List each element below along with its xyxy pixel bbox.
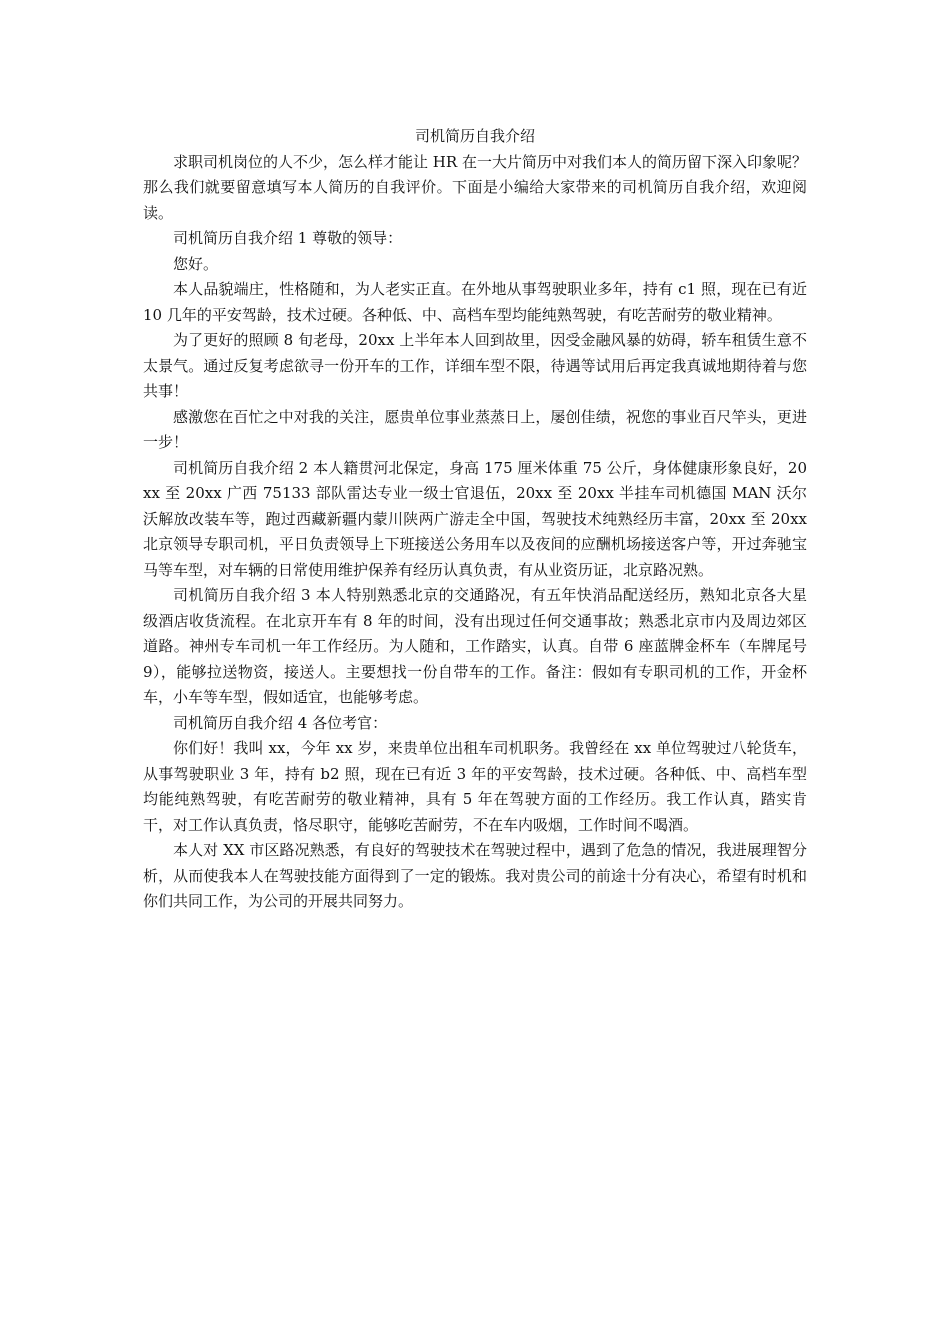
section-1-body-paragraph: 本人品貌端庄，性格随和，为人老实正直。在外地从事驾驶职业多年，持有 c1 照，现在已有近 10 几年的平安驾龄，技术过硬。各种低、中、高档车型均能纯熟驾驶，有吃苦耐劳的敬业精神。 [143,280,807,324]
section-3-paragraph: 司机简历自我介绍 3 本人特别熟悉北京的交通路况，有五年快消品配送经历，熟知北京各大星级酒店收货流程。在北京开车有 8 年的时间，没有出现过任何交通事故；熟悉北京市内及周边郊区道路。神州专车司机一年工作经历。为人随和，工作踏实，认真。自带 6 座蓝牌金杯车（车牌尾号 9），能够拉送物资，接送人。主要想找一份自带车的工作。备注：假如有专职司机的工作，开金杯车，小车等车型，假如适宜，也能够考虑。 [143,586,807,706]
section-4-closing-paragraph: 本人对 XX 市区路况熟悉，有良好的驾驶技术在驾驶过程中，遇到了危急的情况，我进展理智分析，从而使我本人在驾驶技能方面得到了一定的锻炼。我对贵公司的前途十分有决心，希望有时机和你们共同工作，为公司的开展共同努力。 [143,841,807,910]
section-4-heading: 司机简历自我介绍 4 各位考官： [173,713,388,732]
document-title: 司机简历自我介绍 [414,127,535,145]
section-1-heading: 司机简历自我介绍 1 尊敬的领导： [173,229,403,247]
section-2-paragraph: 司机简历自我介绍 2 本人籍贯河北保定，身高 175 厘米体重 75 公斤，身体健康形象良好，20xx 至 20xx 广西 75133 部队雷达专业一级士官退伍，20xx 至 20xx 半挂车司机德国 MAN 沃尔沃解放改装车等，跑过西藏新疆内蒙川陕两广游走全中国，驾驶技术纯熟经历丰富，20xx 至 20xx 北京领导专职司机，平日负责领导上下班接送公务用车以及夜间的应酬机场接送客户等，开过奔驰宝马等车型，对车辆的日常使用维护保养有经历认真负责，有从业资历证，北京路况熟。 [143,458,807,579]
section-1-body-paragraph: 为了更好的照顾 8 旬老母，20xx 上半年本人回到故里，因受金融风暴的妨碍，轿车租赁生意不太景气。通过反复考虑欲寻一份开车的工作，详细车型不限，待遇等试用后再定我真诚地期待着与您共事！ [143,331,807,400]
intro-paragraph: 求职司机岗位的人不少，怎么样才能让 HR 在一大片简历中对我们本人的简历留下深入印象呢？那么我们就要留意填写本人简历的自我评价。下面是小编给大家带来的司机简历自我介绍，欢迎阅读。 [143,152,807,222]
section-1-closing-paragraph: 感激您在百忙之中对我的关注，愿贵单位事业蒸蒸日上，屡创佳绩，祝您的事业百尺竿头，更进一步！ [143,407,807,451]
section-4-body-paragraph: 你们好！我叫 xx，今年 xx 岁，来贵单位出租车司机职务。我曾经在 xx 单位驾驶过八轮货车，从事驾驶职业 3 年，持有 b2 照，现在已有近 3 年的平安驾龄，技术过硬。各种低、中、高档车型均能纯熟驾驶，有吃苦耐劳的敬业精神，具有 5 年在驾驶方面的工作经历。我工作认真，踏实肯干，对工作认真负责，恪尽职守，能够吃苦耐劳，不在车内吸烟，工作时间不喝酒。 [143,739,807,834]
document-page [143,0,807,915]
greeting-paragraph: 您好。 [173,254,219,273]
